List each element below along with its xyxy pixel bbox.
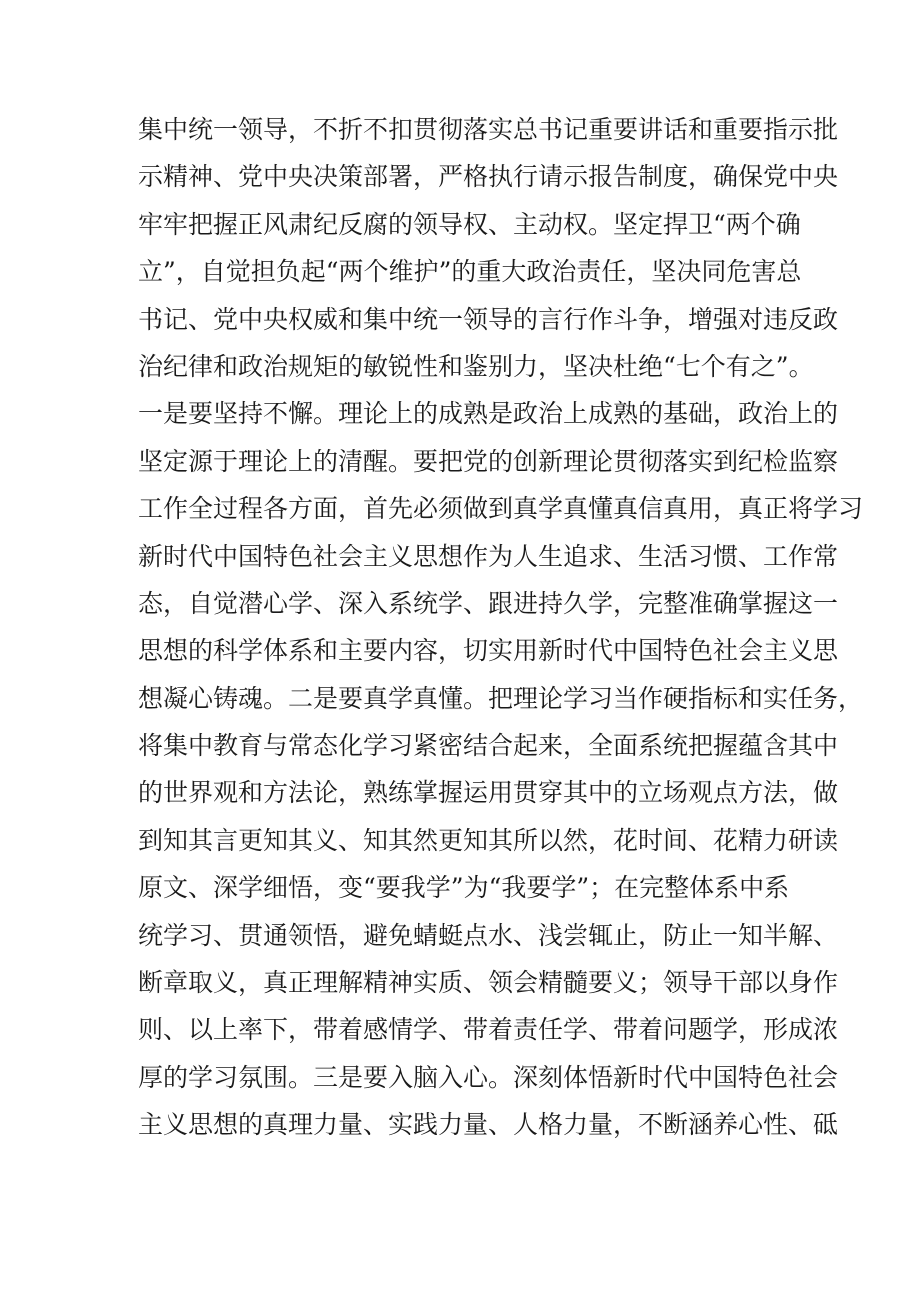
text-line: 示精神、党中央决策部署，严格执行请示报告制度，确保党中央	[138, 162, 839, 192]
text-line: 立”，自觉担负起“两个维护”的重大政治责任，坚决同危害总	[138, 257, 802, 287]
text-line: 原文、深学细悟，变“要我学”为“我要学”；在完整体系中系	[138, 873, 790, 903]
text-line: 态，自觉潜心学、深入系统学、跟进持久学，完整准确掌握这一	[138, 588, 839, 618]
text-line: 牢牢把握正风肃纪反腐的领导权、主动权。坚定捍卫“两个确	[138, 209, 801, 239]
text-line: 治纪律和政治规矩的敏锐性和鉴别力，坚决杜绝“七个有之”。	[138, 351, 814, 381]
body-paragraph	[138, 106, 864, 1149]
text-line: 一是要坚持不懈。理论上的成熟是政治上成熟的基础，政治上的	[138, 399, 839, 429]
text-line: 的世界观和方法论，熟练掌握运用贯穿其中的立场观点方法，做	[138, 778, 839, 808]
text-line: 新时代中国特色社会主义思想作为人生追求、生活习惯、工作常	[138, 541, 839, 571]
text-line: 则、以上率下，带着感情学、带着责任学、带着问题学，形成浓	[138, 1015, 839, 1045]
text-line: 将集中教育与常态化学习紧密结合起来，全面系统把握蕴含其中	[138, 731, 839, 761]
text-line: 到知其言更知其义、知其然更知其所以然，花时间、花精力研读	[138, 825, 839, 855]
text-line: 书记、党中央权威和集中统一领导的言行作斗争，增强对违反政	[138, 304, 839, 334]
text-line: 集中统一领导，不折不扣贯彻落实总书记重要讲话和重要指示批	[138, 115, 839, 144]
text-line: 思想的科学体系和主要内容，切实用新时代中国特色社会主义思	[138, 636, 839, 666]
text-line: 主义思想的真理力量、实践力量、人格力量，不断涵养心性、砥	[138, 1110, 839, 1140]
text-line: 想凝心铸魂。二是要真学真懂。把理论学习当作硬指标和实任务，	[138, 683, 864, 713]
text-line: 厚的学习氛围。三是要入脑入心。深刻体悟新时代中国特色社会	[138, 1062, 839, 1092]
text-line: 统学习、贯通领悟，避免蜻蜓点水、浅尝辄止，防止一知半解、	[138, 920, 839, 950]
text-line: 坚定源于理论上的清醒。要把党的创新理论贯彻落实到纪检监察	[138, 446, 839, 476]
text-line: 工作全过程各方面，首先必须做到真学真懂真信真用，真正将学习	[138, 494, 864, 524]
text-line: 断章取义，真正理解精神实质、领会精髓要义；领导干部以身作	[138, 968, 839, 998]
